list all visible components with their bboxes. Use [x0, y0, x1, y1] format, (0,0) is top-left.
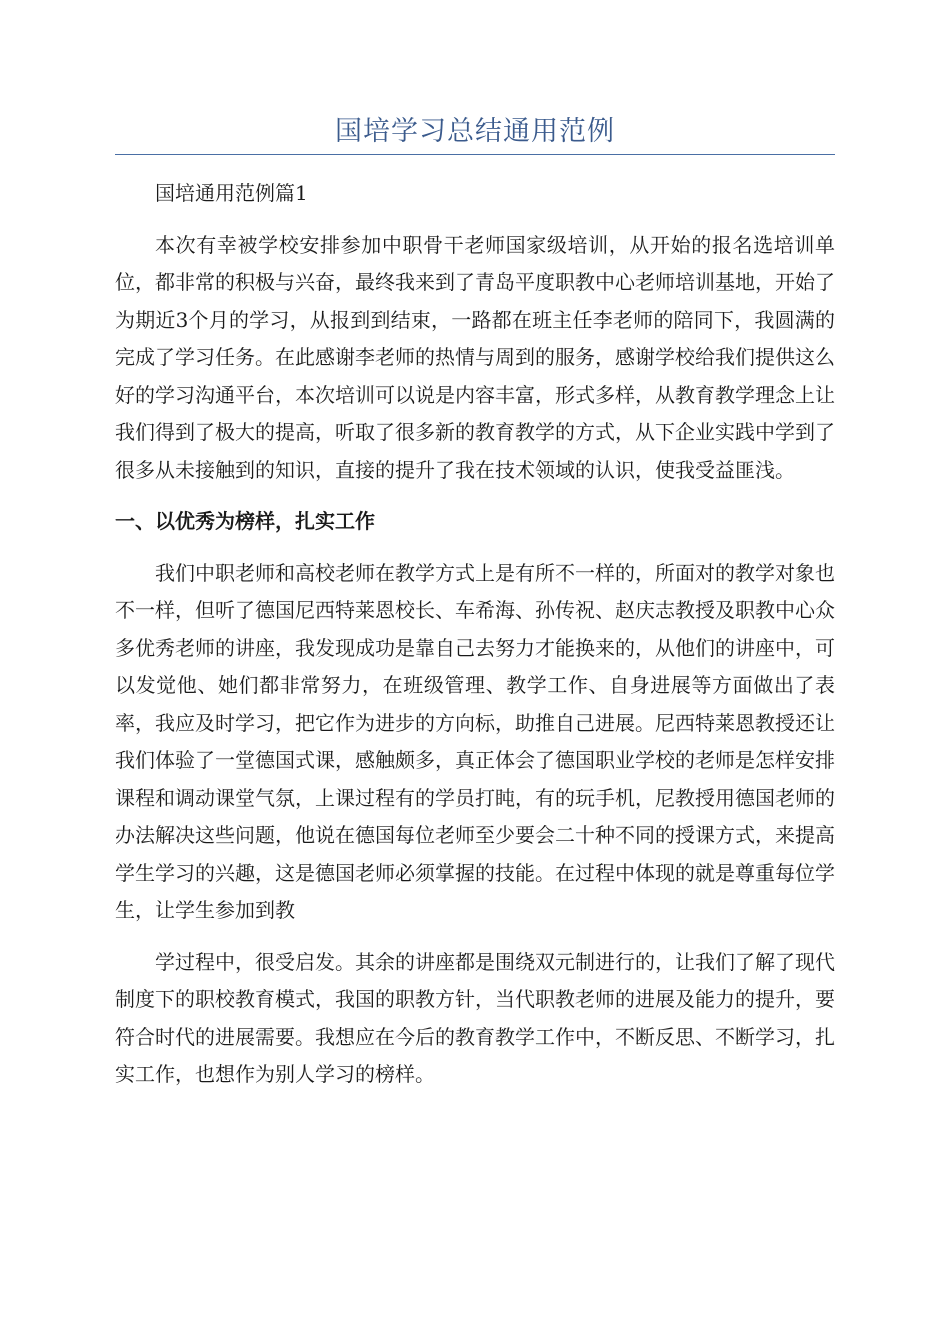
document-subtitle: 国培通用范例篇1 [155, 181, 308, 205]
title-underline [115, 154, 835, 155]
section-heading: 一、以优秀为榜样，扎实工作 [115, 509, 375, 533]
intro-paragraph: 本次有幸被学校安排参加中职骨干老师国家级培训，从开始的报名选培训单位，都非常的积极与兴奋，最终我来到了青岛平度职教中心老师培训基地，开始了为期近3个月的学习，从报到到结束，一路都在班主任李老师的陪同下，我圆满的完成了学习任务。在此感谢李老师的热情与周到的服务，感谢学校给我们提供这么好的学习沟通平台，本次培训可以说是内容丰富，形式多样，从教育教学理念上让我们得到了极大的提高，听取了很多新的教育教学的方式，从下企业实践中学到了很多从未接触到的知识，直接的提升了我在技术领域的认识，使我受益匪浅。 [115, 232, 835, 482]
section-paragraph-2: 学过程中，很受启发。其余的讲座都是围绕双元制进行的，让我们了解了现代制度下的职校教育模式，我国的职教方针，当代职教老师的进展及能力的提升，要符合时代的进展需要。我想应在今后的教育教学工作中，不断反思、不断学习，扎实工作，也想作为别人学习的榜样。 [115, 949, 835, 1086]
section-paragraph-1: 我们中职老师和高校老师在教学方式上是有所不一样的，所面对的教学对象也不一样，但听了德国尼西特莱恩校长、车希海、孙传祝、赵庆志教授及职教中心众多优秀老师的讲座，我发现成功是靠自己去努力才能换来的，从他们的讲座中，可以发觉他、她们都非常努力，在班级管理、教学工作、自身进展等方面做出了表率，我应及时学习，把它作为进步的方向标，助推自己进展。尼西特莱恩教授还让我们体验了一堂德国式课，感触颇多，真正体会了德国职业学校的老师是怎样安排课程和调动课堂气氛，上课过程有的学员打盹，有的玩手机，尼教授用德国老师的办法解决这些问题，他说在德国每位老师至少要会二十种不同的授课方式，来提高学生学习的兴趣，这是德国老师必须掌握的技能。在过程中体现的就是尊重每位学生，让学生参加到教 [115, 560, 835, 922]
document-title: 国培学习总结通用范例 [335, 116, 615, 147]
document-body [115, 175, 835, 1094]
